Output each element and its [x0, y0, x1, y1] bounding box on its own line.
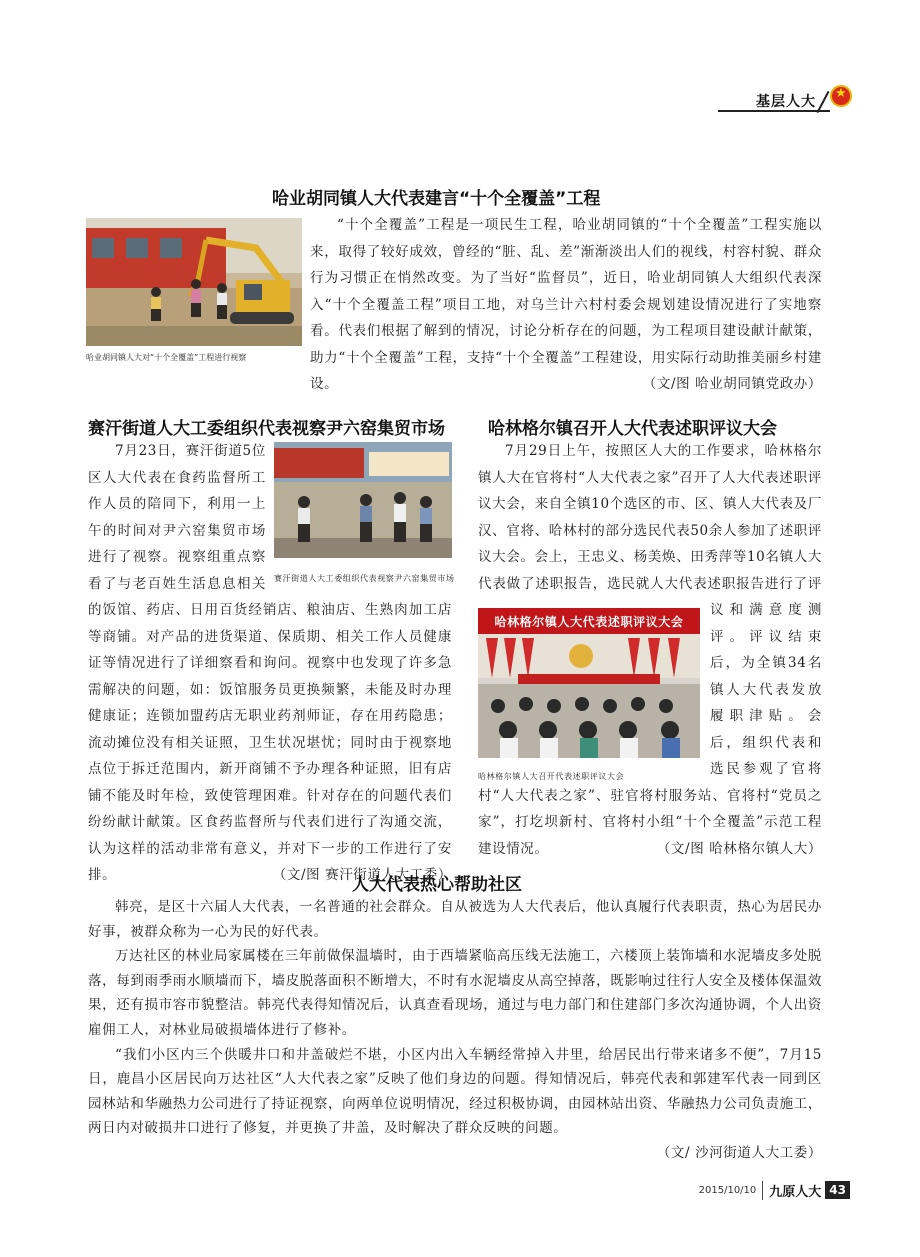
section-header — [718, 88, 848, 112]
article3-caption: 哈林格尔镇人大召开代表述职评议大会 — [478, 771, 625, 781]
article3-source: （文/图 哈林格尔镇人大） — [656, 840, 822, 857]
article4-body-block — [88, 895, 822, 1166]
excavator-site-photo — [86, 218, 302, 346]
article3-photo-box — [478, 608, 700, 780]
article1-photo — [86, 218, 302, 346]
article4-paragraph: 万达社区的林业局家属楼在三年前做保温墙时，由于西墙紧临高压线无法施工，六楼顶上装饰墙和水泥墙皮多处脱落，每到雨季雨水顺墙而下，墙皮脱落面积不断增大，不时有水泥墙皮从高空掉落，既影响过往行人安全及楼体保温效果，还有损市容市貌整洁。韩亮代表得知情况后，认真查看现场，通过与电力部门和住建部门多次沟通协调，个人出资雇佣工人，对林业局破损墙体进行了修补。 — [88, 948, 822, 1038]
issue-date: 2015/10/10 — [698, 1184, 757, 1196]
article3-title: 哈林格尔镇召开人大代表述职评议大会 — [488, 419, 777, 439]
article2-caption: 赛汗街道人大工委组织代表视察尹六窑集贸市场 — [274, 573, 455, 583]
article2-source: （文/图 赛汗街道人大工委） — [272, 867, 452, 883]
article2-body-block — [88, 438, 455, 883]
article1-body-block — [310, 212, 822, 398]
article1-title: 哈业胡同镇人大代表建言“十个全覆盖”工程 — [272, 189, 601, 209]
article4-paragraph: 韩亮，是区十六届人大代表，一名普通的社会群众。自从被选为人大代表后，他认真履行代表职责，热心为居民办好事，被群众称为一心为民的好代表。 — [88, 899, 822, 940]
article3-body: 7月29日上午，按照区人大的工作要求，哈林格尔镇人大在官将村“人大代表之家”召开了人大代表述职评议大会，来自全镇10个选区的市、区、镇人大代表及厂汉、官将、哈林村的部分选民代表50余人参加了述职评议大会。会上，王忠义、杨美焕、田秀萍等10名镇人大代表做了述职报告，选民就人大代表述职报告进行了评议和满意度测评。评议结束后，为全镇34名镇人大代表发放履职津贴。会后，组织代表和选民参观了官将村“人大代表之家”、驻官将村服务站、官将村“党员之家”，打圪坝新村、官将村小组“十个全覆盖”示范工程建设情况。 — [478, 443, 822, 857]
article1-source: （文/图 哈业胡同镇党政办） — [642, 376, 822, 392]
article1-body: “十个全覆盖”工程是一项民生工程，哈业胡同镇的“十个全覆盖”工程实施以来，取得了较好成效，曾经的“脏、乱、差”渐渐淡出人们的视线，村容村貌、群众行为习惯正在悄然改变。为了当好“监督员”，近日，哈业胡同镇人大组织代表深入“十个全覆盖工程”项目工地，对乌兰计六村村委会规划建设情况进行了实地察看。代表们根据了解到的情况，讨论分析存在的问题，为工程项目建设献计献策，助力“十个全覆盖”工程，支持“十个全覆盖”工程建设，用实际行动助推美丽乡村建设。 — [310, 217, 822, 392]
section-label: 基层人大 — [756, 94, 816, 110]
market-visit-photo — [274, 442, 452, 558]
article4-paragraph: “我们小区内三个供暖井口和井盖破烂不堪，小区内出入车辆经常掉入井里，给居民出行带来诸多不便”，7月15日，鹿昌小区居民向万达社区“人大代表之家”反映了他们身边的问题。得知情况后，韩亮代表和郭建军代表一同到区园林站和华融热力公司进行了持证视察，向两单位说明情况，经过积极协调，由园林站出资、华融热力公司负责施工，两日内对破损井口进行了修复，并更换了井盖，及时解决了群众反映的问题。 — [88, 1046, 822, 1137]
article4-title: 人大代表热心帮助社区 — [352, 875, 522, 895]
magazine-name: 九原人大 — [762, 1181, 821, 1200]
meeting-banner-text: 哈林格尔镇人大代表述职评议大会 — [494, 615, 684, 629]
page-footer — [699, 1180, 850, 1200]
page-number: 43 — [825, 1181, 850, 1199]
article3-body-block — [478, 438, 822, 857]
article4-source: （文/ 沙河街道人大工委） — [656, 1144, 822, 1161]
article2-photo-box — [274, 442, 455, 583]
article1-caption: 哈业胡同镇人大对“十个全覆盖”工程进行视察 — [86, 353, 247, 362]
national-emblem-icon — [830, 85, 852, 107]
article2-title: 赛汗街道人大工委组织代表视察尹六窑集贸市场 — [88, 419, 445, 439]
meeting-hall-photo — [478, 608, 700, 758]
article2-body: 7月23日，赛汗街道5位区人大代表在食药监督所工作人员的陪同下，利用一上午的时间对尹六窑集贸市场进行了视察。视察组重点察看了与老百姓生活息息相关的饭馆、药店、日用百货经销店、粮油店、生熟肉加工店等商铺。对产品的进货渠道、保质期、相关工作人员健康证等情况进行了详细察看和询问。视察中也发现了许多急需解决的问题，如：饭馆服务员更换频繁，未能及时办理健康证；连锁加盟药店无职业药剂师证，存在用药隐患；流动摊位没有相关证照，卫生状况堪忧；同时由于视察地点位于拆迁范围内，新开商铺不予办理各种证照，旧有店铺不能及时年检，致使管理困难。针对存在的问题代表们纷纷献计献策。区食药监督所与代表们进行了沟通交流，认为这样的活动非常有意义，并对下一步的工作进行了安排。 — [88, 443, 452, 883]
